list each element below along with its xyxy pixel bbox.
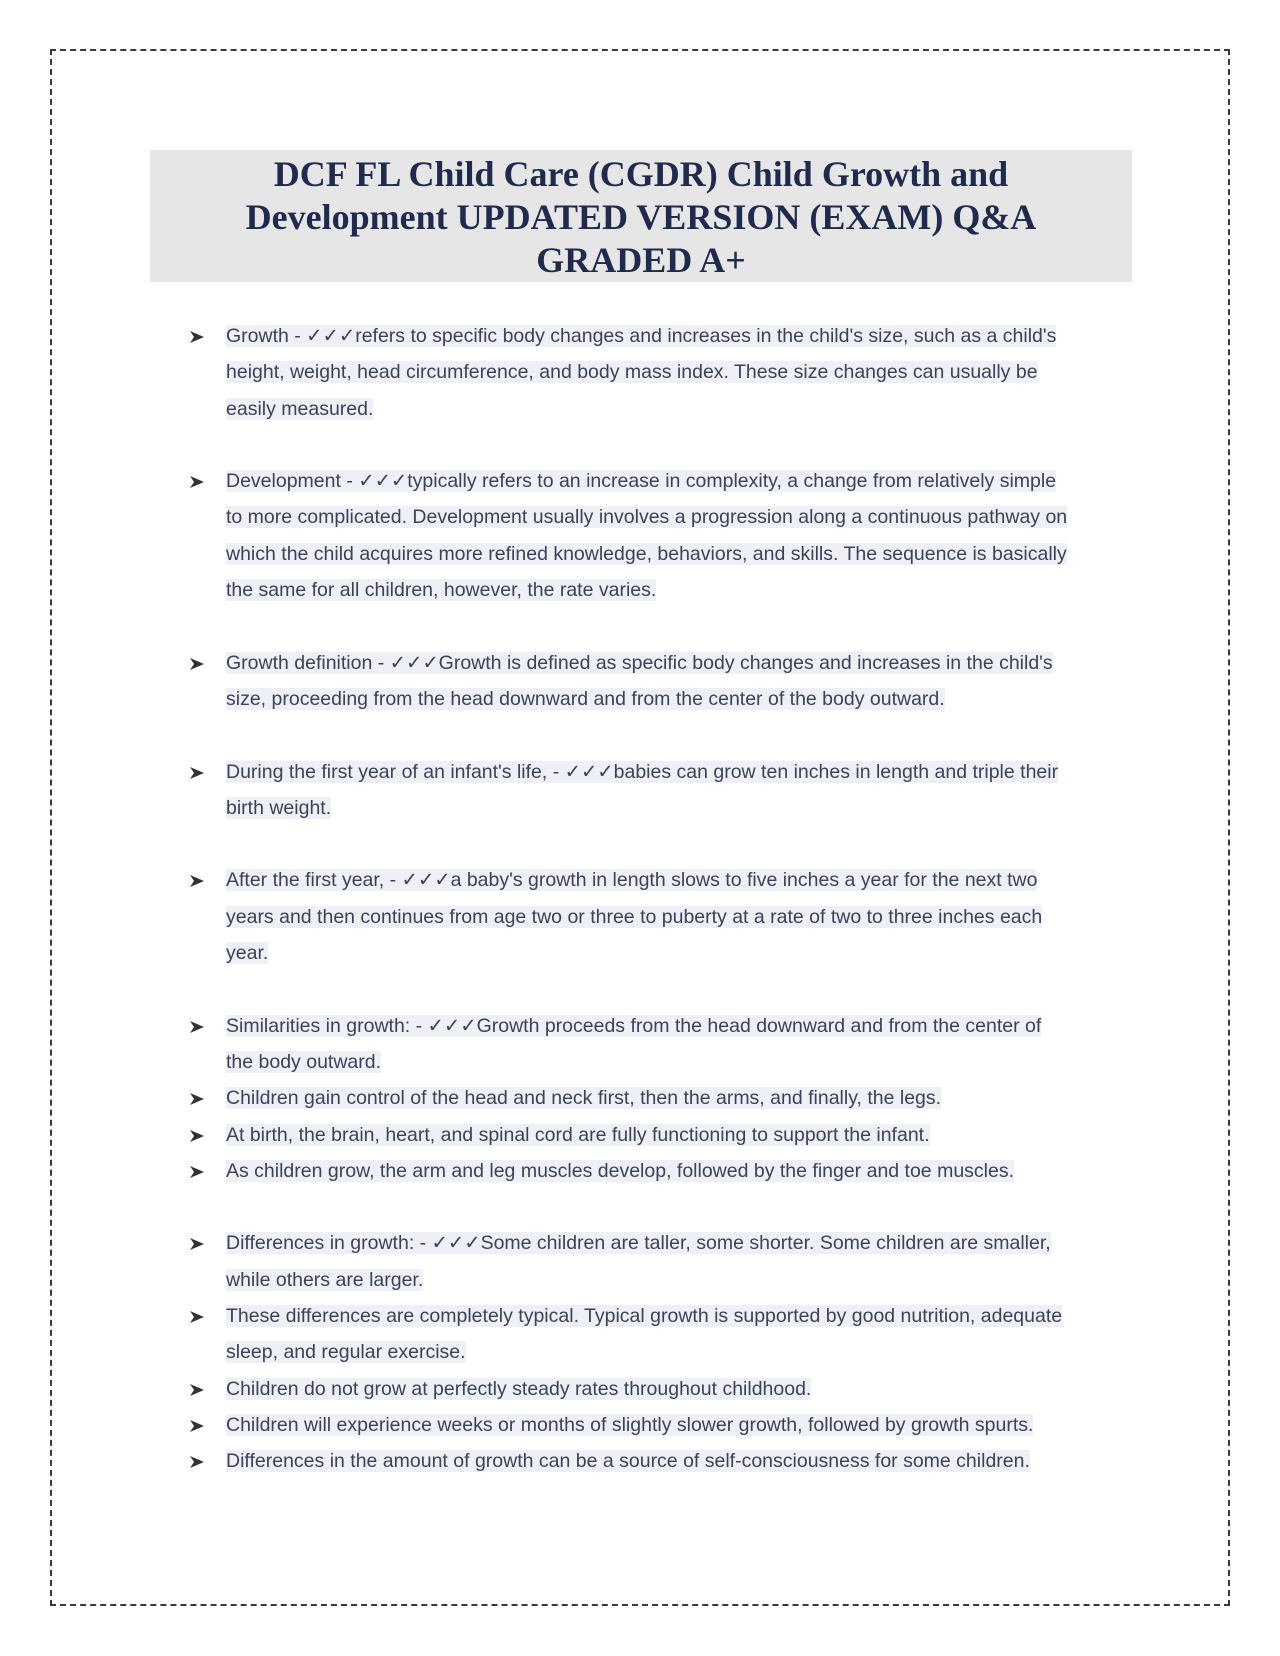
- arrow-bullet-icon: [190, 645, 206, 681]
- bullet-item-differences: [188, 1225, 1138, 1298]
- arrow-bullet-icon: [190, 1443, 206, 1479]
- bullet-item-typical: [188, 1298, 1138, 1371]
- bullet-item-development: [188, 463, 1138, 608]
- bullet-item-first-year: [188, 754, 1138, 827]
- bullet-line: Similarities in growth: - ✓✓✓Growth proceeds from the head downward and from the center of: [226, 1014, 1042, 1037]
- bullet-line: Differences in the amount of growth can be a source of self-consciousness for some children.: [226, 1450, 1030, 1473]
- arrow-bullet-icon: [190, 1225, 206, 1261]
- bullet-item-steady-rates: [188, 1371, 1138, 1407]
- bullet-item-after-first-year: [188, 862, 1138, 971]
- bullet-item-similarities: [188, 1008, 1138, 1081]
- bullet-line: Children do not grow at perfectly steady rates throughout childhood.: [226, 1377, 812, 1400]
- title-line-3: GRADED A+: [536, 240, 746, 280]
- bullet-line: Development - ✓✓✓typically refers to an increase in complexity, a change from relatively simple: [226, 470, 1057, 493]
- bullet-line: birth weight.: [226, 796, 332, 819]
- bullet-line: to more complicated. Development usually involves a progression along a continuous pathway on: [226, 506, 1068, 529]
- arrow-bullet-icon: [190, 1371, 206, 1407]
- bullet-line: easily measured.: [226, 397, 374, 420]
- bullet-line: As children grow, the arm and leg muscles develop, followed by the finger and toe muscles.: [226, 1159, 1015, 1182]
- arrow-bullet-icon: [190, 463, 206, 499]
- bullet-line: the body outward.: [226, 1050, 382, 1073]
- bullet-line: the same for all children, however, the rate varies.: [226, 579, 657, 602]
- bullet-item-growth-definition: [188, 645, 1138, 718]
- arrow-bullet-icon: [190, 318, 206, 354]
- arrow-bullet-icon: [190, 1407, 206, 1443]
- arrow-bullet-icon: [190, 754, 206, 790]
- bullet-list: [188, 318, 1138, 1480]
- title-line-1: DCF FL Child Care (CGDR) Child Growth and: [273, 154, 1009, 194]
- title-line-2: Development UPDATED VERSION (EXAM) Q&A: [245, 197, 1037, 237]
- bullet-line: sleep, and regular exercise.: [226, 1341, 466, 1364]
- arrow-bullet-icon: [190, 1080, 206, 1116]
- bullet-line: Growth definition - ✓✓✓Growth is defined as specific body changes and increases in the child's: [226, 651, 1053, 674]
- bullet-line: Differences in growth: - ✓✓✓Some children are taller, some shorter. Some children are smaller,: [226, 1232, 1051, 1255]
- bullet-item-at-birth: [188, 1117, 1138, 1153]
- bullet-item-control: [188, 1080, 1138, 1116]
- document-title: [150, 150, 1132, 282]
- bullet-item-growth-spurts: [188, 1407, 1138, 1443]
- bullet-item-self-consciousness: [188, 1443, 1138, 1479]
- bullet-line: At birth, the brain, heart, and spinal cord are fully functioning to support the infant.: [226, 1123, 930, 1146]
- bullet-line: which the child acquires more refined knowledge, behaviors, and skills. The sequence is basically: [226, 542, 1067, 565]
- bullet-line: These differences are completely typical. Typical growth is supported by good nutrition, adequate: [226, 1305, 1063, 1328]
- bullet-line: while others are larger.: [226, 1268, 424, 1291]
- bullet-line: Children will experience weeks or months of slightly slower growth, followed by growth spurts.: [226, 1413, 1034, 1436]
- bullet-line: size, proceeding from the head downward and from the center of the body outward.: [226, 687, 945, 710]
- bullet-item-growth: [188, 318, 1138, 427]
- bullet-item-muscles: [188, 1153, 1138, 1189]
- bullet-line: Growth - ✓✓✓refers to specific body changes and increases in the child's size, such as a child's: [226, 325, 1057, 347]
- arrow-bullet-icon: [190, 1117, 206, 1153]
- arrow-bullet-icon: [190, 862, 206, 898]
- bullet-line: Children gain control of the head and neck first, then the arms, and finally, the legs.: [226, 1087, 942, 1110]
- bullet-line: year.: [226, 942, 269, 965]
- bullet-line: After the first year, - ✓✓✓a baby's growth in length slows to five inches a year for the next two: [226, 869, 1038, 892]
- bullet-line: years and then continues from age two or three to puberty at a rate of two to three inches each: [226, 905, 1043, 928]
- arrow-bullet-icon: [190, 1153, 206, 1189]
- bullet-line: height, weight, head circumference, and body mass index. These size changes can usually be: [226, 361, 1038, 384]
- arrow-bullet-icon: [190, 1298, 206, 1334]
- arrow-bullet-icon: [190, 1008, 206, 1044]
- bullet-line: During the first year of an infant's life, - ✓✓✓babies can grow ten inches in length and triple their: [226, 760, 1059, 783]
